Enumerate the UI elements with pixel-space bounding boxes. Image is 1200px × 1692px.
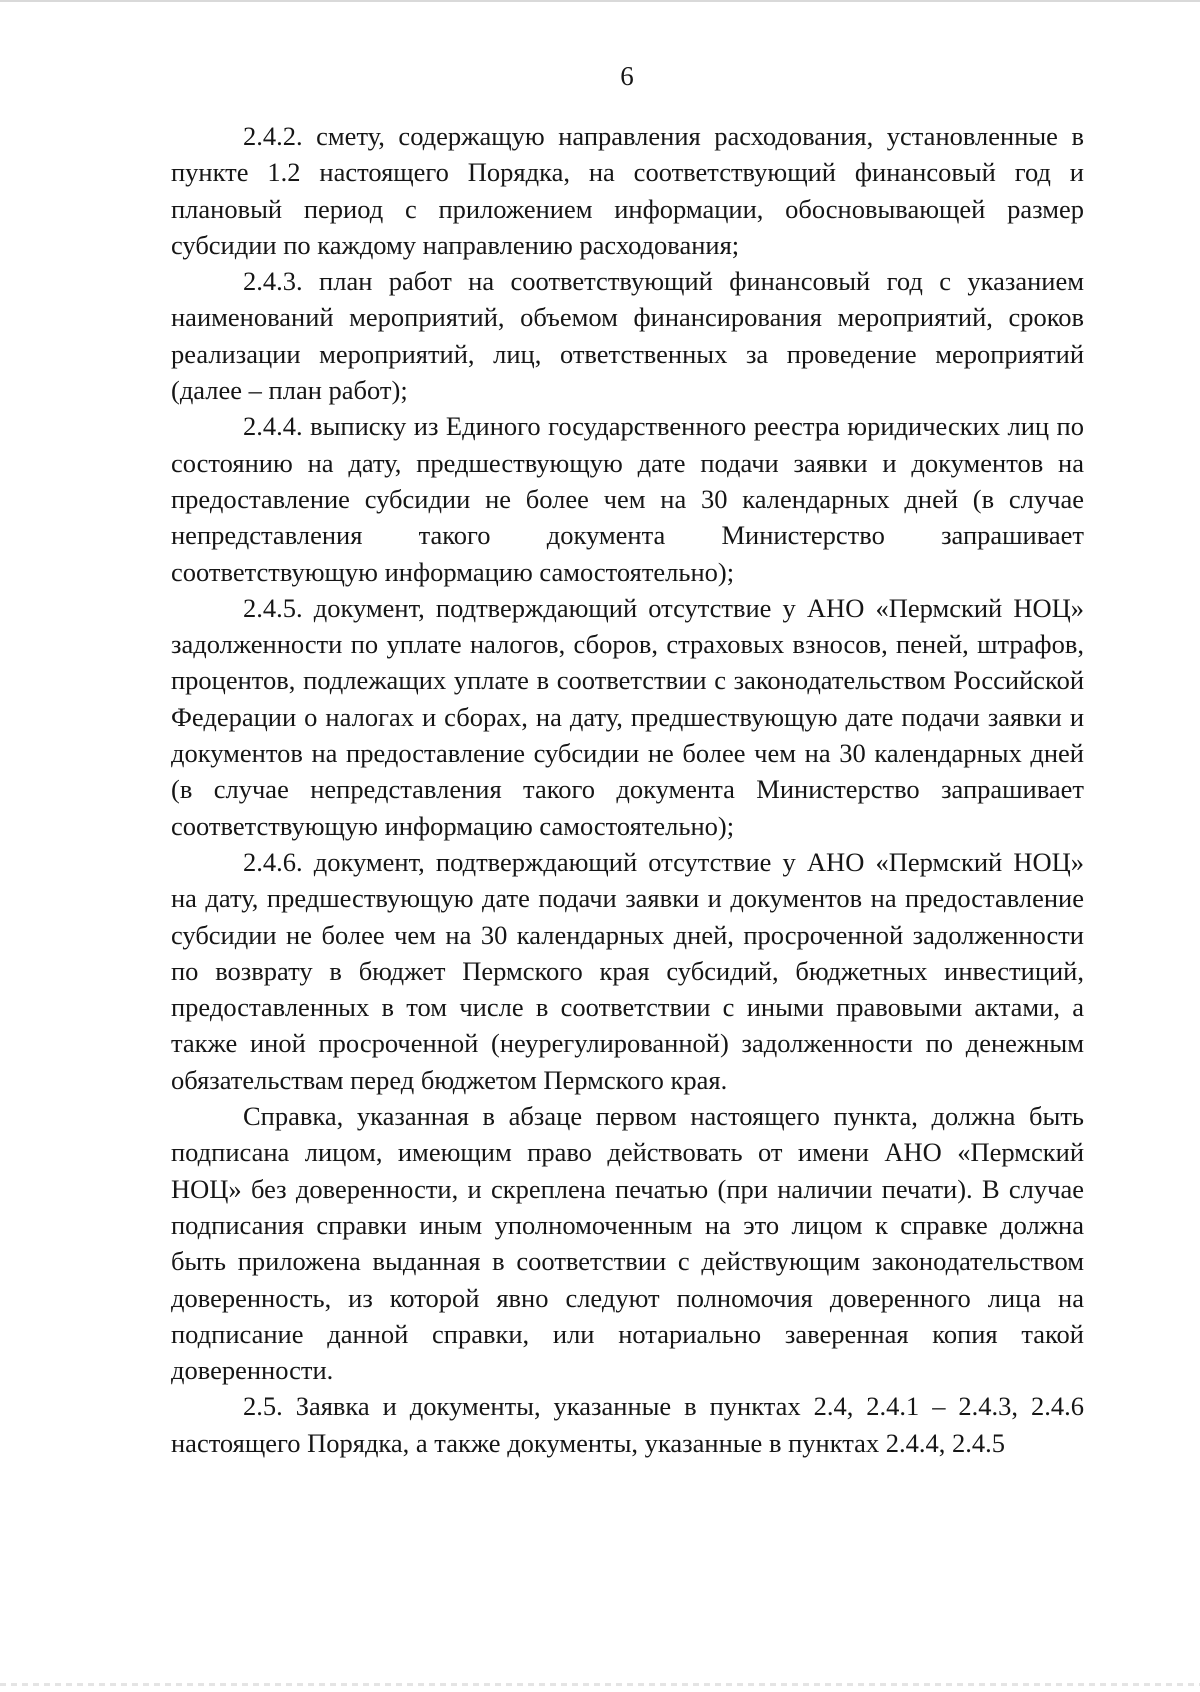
paragraph-2-4-4: 2.4.4. выписку из Единого государственного реестра юридических лиц по состоянию на дату, предшествующую дате подачи заявки и документов на предоставление субсидии не более чем на 30 календарных дней (в случае непредставления такого документа Министерство запрашивает соответствующую информацию самостоятельно);: [171, 411, 1084, 587]
paragraph-2-5: 2.5. Заявка и документы, указанные в пунктах 2.4, 2.4.1 – 2.4.3, 2.4.6 настоящего Порядка, а также документы, указанные в пунктах 2.4.4, 2.4.5: [171, 1391, 1084, 1458]
document-body: [171, 118, 1084, 1461]
page-number: 6: [620, 61, 634, 91]
paragraph-2-4-2: 2.4.2. смету, содержащую направления расходования, установленные в пункте 1.2 настоящего Порядка, на соответствующий финансовый год и плановый период с приложением информации, обосновывающей размер субсидии по каждому направлению расходования;: [171, 121, 1084, 260]
paragraph-certificate-note: Справка, указанная в абзаце первом настоящего пункта, должна быть подписана лицом, имеющим право действовать от имени АНО «Пермский НОЦ» без доверенности, и скреплена печатью (при наличии печати). В случае подписания справки иным уполномоченным на это лицом к справке должна быть приложена выданная в соответствии с действующим законодательством доверенность, из которой явно следуют полномочия доверенного лица на подписание данной справки, или нотариально заверенная копия такой доверенности.: [171, 1101, 1084, 1386]
paragraph-2-4-3: 2.4.3. план работ на соответствующий финансовый год с указанием наименований мероприятий, объемом финансирования мероприятий, сроков реализации мероприятий, лиц, ответственных за проведение мероприятий (далее – план работ);: [171, 266, 1084, 406]
scan-edge-top: [0, 0, 1200, 2]
paragraph-2-4-6: 2.4.6. документ, подтверждающий отсутствие у АНО «Пермский НОЦ» на дату, предшествующую дате подачи заявки и документов на предоставление субсидии не более чем на 30 календарных дней, просроченной задолженности по возврату в бюджет Пермского края субсидий, бюджетных инвестиций, предоставленных в том числе в соответствии с иными правовыми актами, а также иной просроченной (неурегулированной) задолженности по денежным обязательствам перед бюджетом Пермского края.: [171, 846, 1084, 1095]
scan-edge-bottom: [0, 1683, 1200, 1686]
paragraph-2-4-5: 2.4.5. документ, подтверждающий отсутствие у АНО «Пермский НОЦ» задолженности по уплате налогов, сборов, страховых взносов, пеней, штрафов, процентов, подлежащих уплате в соответствии с законодательством Российской Федерации о налогах и сборах, на дату, предшествующую дате подачи заявки и документов на предоставление субсидии не более чем на 30 календарных дней (в случае непредставления такого документа Министерство запрашивает соответствующую информацию самостоятельно);: [171, 592, 1084, 841]
